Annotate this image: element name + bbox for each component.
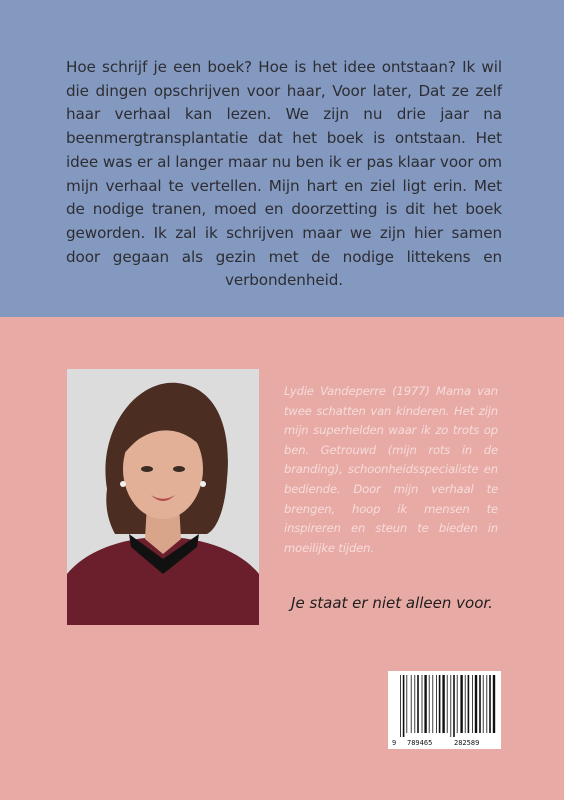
- barcode-bar: [483, 675, 484, 733]
- isbn-barcode: [388, 671, 501, 749]
- barcode-bar: [432, 675, 433, 733]
- barcode-digit-prefix: 9: [392, 739, 397, 747]
- barcode-bar: [489, 675, 491, 733]
- barcode-bar: [468, 675, 470, 733]
- barcode-bar: [450, 675, 451, 737]
- barcode-bar: [411, 675, 412, 733]
- barcode-bar: [479, 675, 481, 733]
- author-bio: Lydie Vandeperre (1977) Mama van twee schatten van kinderen. Het zijn mijn superhelden waar ik zo trots op ben. Getrouwd (mijn rots in de branding), schoonheidsspecialiste en bediende. Door mijn verhaal te brengen, hoop ik mensen te inspireren en steun te bieden in moeilijke tijden.: [284, 384, 498, 555]
- barcode-bar: [439, 675, 441, 733]
- barcode-bar: [403, 675, 405, 737]
- barcode-bar: [460, 675, 462, 733]
- barcode-digits-left: 789465: [407, 739, 433, 747]
- barcode-bar: [417, 675, 419, 733]
- author-portrait-illustration: [67, 369, 259, 625]
- barcode-bar: [442, 675, 444, 733]
- back-cover-blurb: Hoe schrijf je een boek? Hoe is het idee ontstaan? Ik wil die dingen opschrijven voor haar, Voor later, Dat ze zelf haar verhaal kan lezen. We zijn nu drie jaar na beenmergtransplantatie dat het boek is ontstaan. Het idee was er al langer maar nu ben ik er pas klaar voor om mijn verhaal te vertellen. Mijn hart en ziel ligt erin. Met de nodige tranen, moed en doorzetting is dit het boek geworden. Ik zal ik schrijven maar we zijn hier samen door gegaan als gezin met de nodige littekens en verbondenheid.: [66, 58, 502, 290]
- barcode-bar: [453, 675, 455, 737]
- barcode-bar: [414, 675, 415, 733]
- barcode-bar: [493, 675, 495, 733]
- barcode-graphic: [388, 671, 501, 749]
- barcode-bar: [424, 675, 426, 733]
- barcode-bar: [422, 675, 423, 733]
- barcode-bar: [406, 675, 407, 733]
- barcode-bar: [475, 675, 477, 733]
- barcode-bar: [465, 675, 466, 733]
- barcode-digits-right: 282589: [454, 739, 480, 747]
- barcode-bar: [436, 675, 437, 733]
- barcode-bar: [447, 675, 448, 733]
- barcode-bars: [400, 675, 495, 737]
- barcode-bar: [486, 675, 487, 733]
- author-photo: [67, 369, 259, 625]
- barcode-bar: [457, 675, 458, 733]
- top-blue-panel: [0, 0, 564, 317]
- barcode-bar: [429, 675, 430, 733]
- tagline: Je staat er niet alleen voor.: [291, 594, 493, 612]
- barcode-bar: [400, 675, 401, 737]
- barcode-bar: [472, 675, 473, 733]
